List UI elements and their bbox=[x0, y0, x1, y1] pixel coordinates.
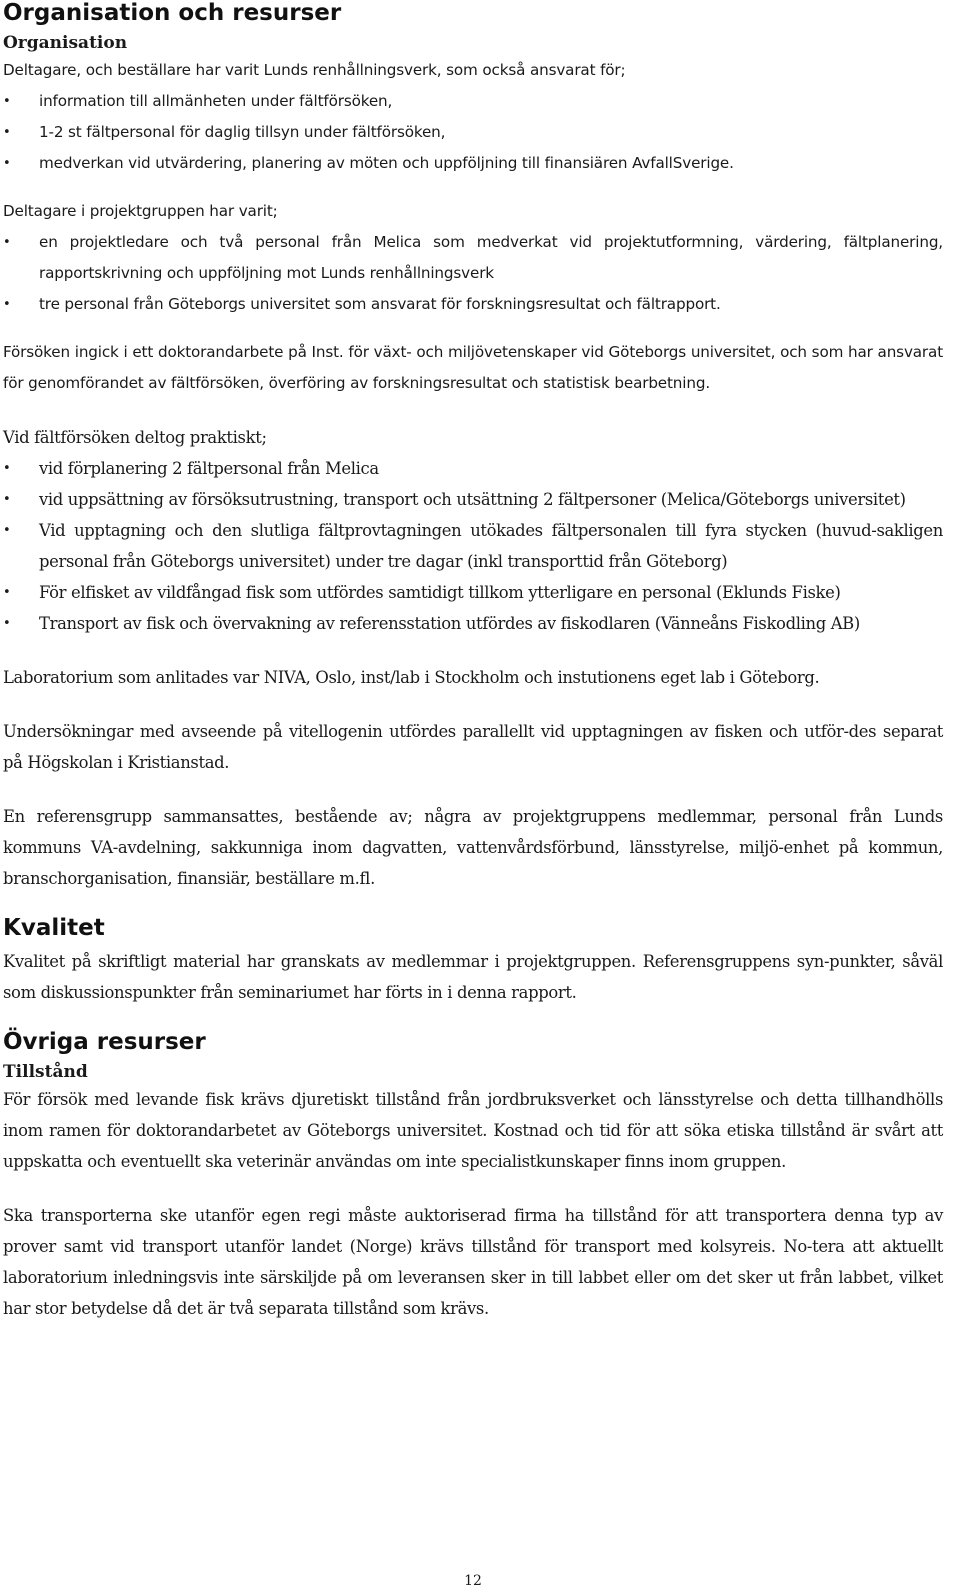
list-item: • medverkan vid utvärdering, planering av möten och uppföljning till finansiären AvfallSverige. bbox=[3, 148, 943, 179]
subheading-organisation: Organisation bbox=[3, 33, 128, 53]
project-list bbox=[3, 227, 943, 320]
document-page bbox=[3, 0, 943, 1589]
paragraph-laboratorium: Laboratorium som anlitades var NIVA, Oslo, inst/lab i Stockholm och instutionens eget lab i Göteborg. bbox=[3, 668, 820, 687]
list-item: • en projektledare och två personal från Melica som medverkat vid projektutformning, värdering, fältplanering, rapportskrivning och uppföljning mot Lunds renhållningsverk bbox=[3, 227, 943, 289]
list-item: • Transport av fisk och övervakning av referensstation utfördes av fiskodlaren (Vänneåns Fiskodling AB) bbox=[3, 608, 943, 639]
list-item: • För elfisket av vildfångad fisk som utfördes samtidigt tillkom ytterligare en personal (Eklunds Fiske) bbox=[3, 577, 943, 608]
list-item: • vid förplanering 2 fältpersonal från Melica bbox=[3, 453, 943, 484]
project-intro: Deltagare i projektgruppen har varit; bbox=[3, 202, 278, 220]
list-item: • tre personal från Göteborgs universitet som ansvarat för forskningsresultat och fältrapport. bbox=[3, 289, 943, 320]
paragraph-doktorandarbete: Försöken ingick i ett doktorandarbete på Inst. för växt- och miljövetenskaper vid Göteborgs universitet, och som har ansvarat för genomförandet av fältförsöken, överföring av forskningsresultat och statistisk bearbetning. bbox=[3, 343, 943, 392]
list-item: • vid uppsättning av försöksutrustning, transport och utsättning 2 fältpersoner (Melica/Göteborgs universitet) bbox=[3, 484, 943, 515]
paragraph-kvalitet: Kvalitet på skriftligt material har granskats av medlemmar i projektgruppen. Referensgruppens syn-punkter, såväl som diskussionspunkter från seminariumet har förts in i denna rapport. bbox=[3, 952, 943, 1002]
heading-organisation-och-resurser: Organisation och resurser bbox=[3, 0, 342, 26]
field-list bbox=[3, 453, 943, 639]
org-list bbox=[3, 86, 943, 179]
heading-ovriga-resurser: Övriga resurser bbox=[3, 1029, 206, 1055]
paragraph-referensgrupp: En referensgrupp sammansattes, bestående av; några av projektgruppens medlemmar, personal från Lunds kommuns VA-avdelning, sakkunniga inom dagvatten, vattenvårdsförbund, länsstyrelse, miljö-enhet på kommun, branschorganisation, finansiär, beställare m.fl. bbox=[3, 807, 943, 888]
list-item: • Vid upptagning och den slutliga fältprovtagningen utökades fältpersonalen till fyra stycken (huvud-sakligen personal från Göteborgs universitet) under tre dagar (inkl transporttid från Göteborg) bbox=[3, 515, 943, 577]
page-number: 12 bbox=[464, 1573, 482, 1589]
paragraph-tillstand: För försök med levande fisk krävs djuretiskt tillstånd från jordbruksverket och länsstyrelse och detta tillhandhölls inom ramen för doktorandarbetet av Göteborgs universitet. Kostnad och tid för att söka etiska tillstånd är svårt att uppskatta och eventuellt ska veterinär användas om inte specialistkunskaper finns inom gruppen. bbox=[3, 1090, 943, 1171]
org-intro: Deltagare, och beställare har varit Lunds renhållningsverk, som också ansvarat för; bbox=[3, 61, 626, 79]
list-item: • information till allmänheten under fältförsöken, bbox=[3, 86, 943, 117]
paragraph-vitellogenin: Undersökningar med avseende på vitellogenin utfördes parallellt vid upptagningen av fisken och utför-des separat på Högskolan i Kristianstad. bbox=[3, 722, 943, 772]
list-item: • 1-2 st fältpersonal för daglig tillsyn under fältförsöken, bbox=[3, 117, 943, 148]
paragraph-transport: Ska transporterna ske utanför egen regi måste auktoriserad firma ha tillstånd för att transportera denna typ av prover samt vid transport utanför landet (Norge) krävs tillstånd för transport med kolsyreis. No-tera att aktuellt laboratorium inledningsvis inte särskiljde på om leveransen sker in till labbet eller om det sker ut från labbet, vilket har stor betydelse då det är två separata tillstånd som krävs. bbox=[3, 1206, 943, 1318]
field-intro: Vid fältförsöken deltog praktiskt; bbox=[3, 428, 267, 447]
heading-kvalitet: Kvalitet bbox=[3, 915, 105, 941]
subheading-tillstand: Tillstånd bbox=[3, 1062, 88, 1082]
